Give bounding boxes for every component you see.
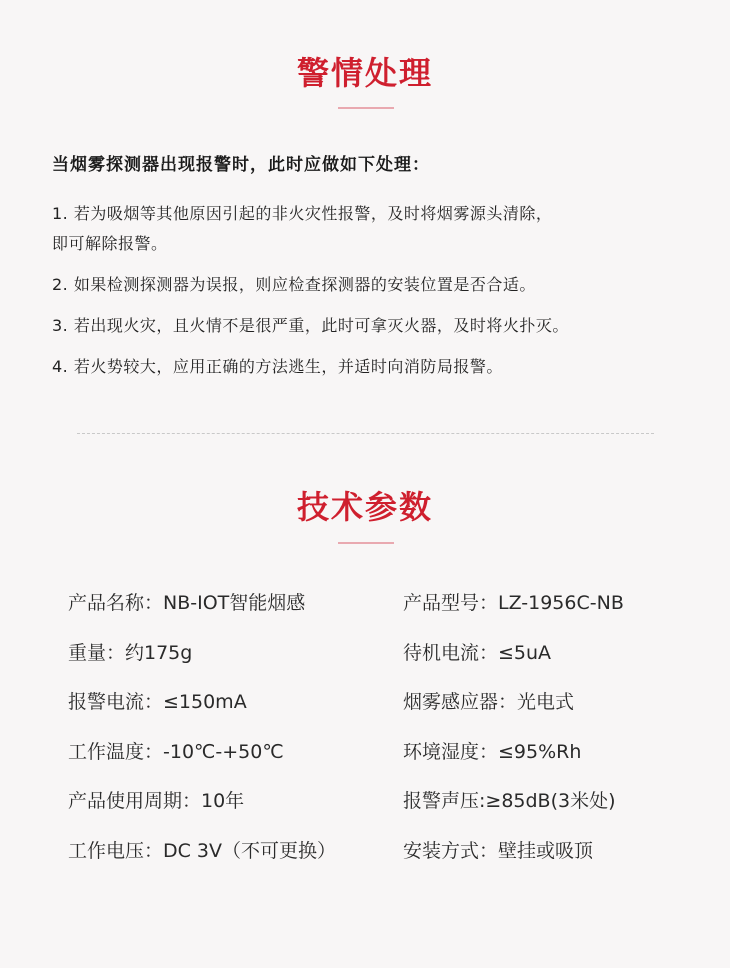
spec-installation-method: 安装方式：壁挂或吸顶 (403, 839, 594, 862)
alarm-rule-1 (52, 199, 682, 259)
alarm-rule-2 (52, 270, 682, 300)
spec-operating-voltage: 工作电压：DC 3V（不可更换） (68, 839, 337, 862)
specs-section-title: 技术参数 (296, 488, 433, 526)
section-divider (77, 433, 654, 434)
spec-row (0, 834, 730, 884)
spec-smoke-sensor: 烟雾感应器：光电式 (403, 691, 575, 713)
alarm-section-title: 警情处理 (296, 54, 433, 92)
alarm-rule-1-line-2: 即可解除报警。 (52, 234, 168, 253)
alarm-rule-4 (52, 352, 682, 382)
alarm-intro: 当烟雾探测器出现报警时，此时应做如下处理： (52, 155, 430, 175)
spec-operating-temperature: 工作温度：-10℃-+50℃ (68, 740, 284, 763)
spec-alarm-current: 报警电流：≤150mA (68, 691, 247, 713)
spec-row (0, 636, 730, 686)
spec-row (0, 685, 730, 735)
spec-standby-current: 待机电流：≤5uA (403, 641, 552, 664)
alarm-rule-1-line-1: 1. 若为吸烟等其他原因引起的非火灾性报警，及时将烟雾源头清除， (52, 204, 553, 223)
alarm-rule-3-line-1: 3. 若出现火灾，且火情不是很严重，此时可拿灭火器，及时将火扑灭。 (52, 316, 569, 335)
specs-table (0, 586, 730, 883)
alarm-rule-3 (52, 311, 682, 341)
spec-ambient-humidity: 环境湿度：≤95%Rh (403, 740, 582, 763)
alarm-rule-4-line-1: 4. 若火势较大，应用正确的方法逃生，并适时向消防局报警。 (52, 357, 503, 376)
spec-weight: 重量：约175g (68, 641, 193, 664)
alarm-rule-2-line-1: 2. 如果检测探测器为误报，则应检查探测器的安装位置是否合适。 (52, 275, 536, 294)
alarm-rules-list (52, 199, 682, 393)
spec-product-model: 产品型号：LZ-1956C-NB (403, 592, 624, 614)
alarm-title-underline (338, 107, 394, 109)
spec-product-name: 产品名称：NB-IOT智能烟感 (68, 592, 306, 614)
specs-title-underline (338, 542, 394, 544)
spec-alarm-sound-pressure: 报警声压:≥85dB(3米处) (403, 790, 616, 812)
spec-service-life: 产品使用周期：10年 (68, 790, 245, 812)
spec-row (0, 784, 730, 834)
spec-row (0, 586, 730, 636)
spec-row (0, 735, 730, 785)
